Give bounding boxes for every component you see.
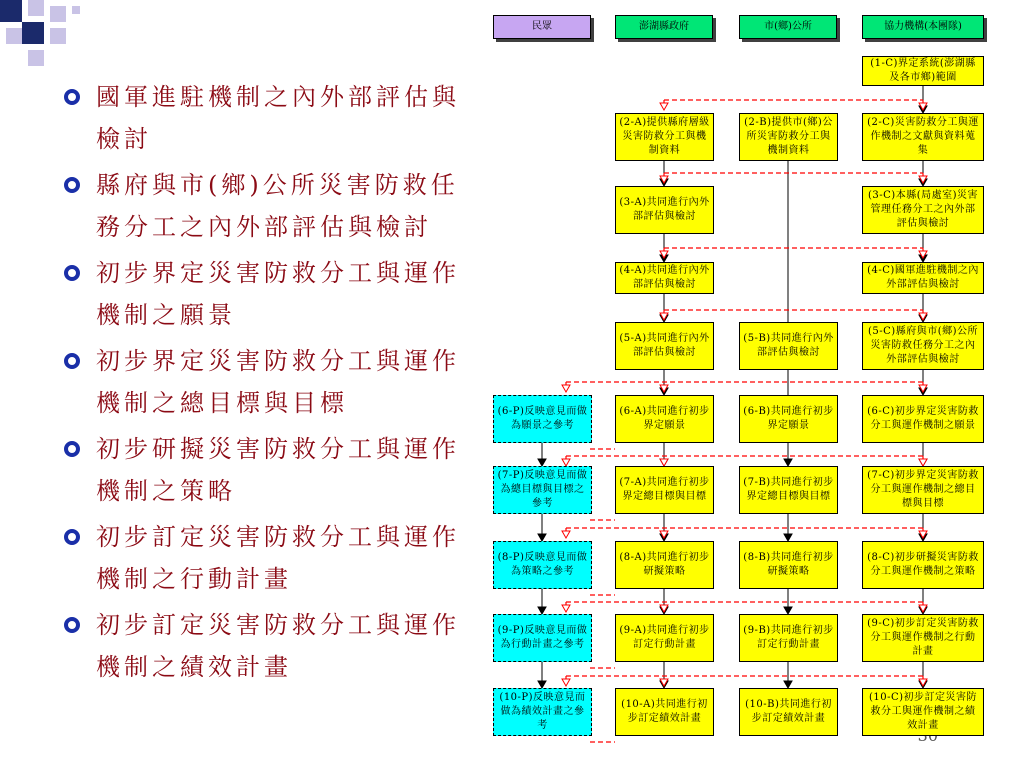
arrowhead — [538, 681, 546, 688]
arrowhead — [538, 534, 546, 541]
bullet-text: 初步界定災害防救分工與運作機制之總目標與目標 — [96, 347, 460, 417]
box-10a: (10-A)共同進行初步訂定績效計畫 — [615, 688, 714, 736]
box-1c: (1-C)界定系統(澎湖縣及各市鄉)範圍 — [862, 56, 984, 86]
arrowhead — [562, 605, 570, 612]
box-5c: (5-C)縣府與市(鄉)公所災害防救任務分工之內外部評估與檢討 — [862, 322, 984, 370]
box-6b: (6-B)共同進行初步界定願景 — [739, 395, 838, 443]
box-8c: (8-C)初步研擬災害防救分工與運作機制之策略 — [862, 541, 984, 589]
arrowhead — [784, 681, 792, 688]
box-3c: (3-C)本縣(局處室)災害管理任務分工之內外部評估與檢討 — [862, 186, 984, 234]
arrowhead — [784, 534, 792, 541]
box-8a: (8-A)共同進行初步研擬策略 — [615, 541, 714, 589]
bullet-text: 初步訂定災害防救分工與運作機制之行動計畫 — [96, 523, 460, 593]
box-6a: (6-A)共同進行初步界定願景 — [615, 395, 714, 443]
box-2a: (2-A)提供縣府層級災害防救分工與機制資料 — [615, 113, 714, 161]
box-8b: (8-B)共同進行初步研擬策略 — [739, 541, 838, 589]
arrowhead — [538, 607, 546, 614]
box-5b: (5-B)共同進行內外部評估與檢討 — [739, 322, 838, 370]
box-6p: (6-P)反映意見而做為願景之參考 — [493, 395, 592, 443]
box-10b: (10-B)共同進行初步訂定績效計畫 — [739, 688, 838, 736]
box-8p: (8-P)反映意見而做為策略之參考 — [493, 541, 592, 589]
arrowhead — [919, 459, 927, 466]
box-7a: (7-A)共同進行初步界定總目標與目標 — [615, 466, 714, 514]
header-township: 市(鄉)公所 — [739, 15, 837, 39]
bullet-text: 縣府與市(鄉)公所災害防救任務分工之內外部評估與檢討 — [96, 171, 459, 241]
arrowhead — [562, 679, 570, 686]
arrowhead — [784, 607, 792, 614]
box-2c: (2-C)災害防救分工與運作機制之文獻與資料蒐集 — [862, 113, 984, 161]
arrowhead — [562, 531, 570, 538]
box-9p: (9-P)反映意見而做為行動計畫之參考 — [493, 614, 592, 662]
arrowhead — [660, 103, 668, 110]
box-7c: (7-C)初步界定災害防救分工與運作機制之總目標與目標 — [862, 466, 984, 514]
arrowhead — [562, 459, 570, 466]
bullet-text: 初步研擬災害防救分工與運作機制之策略 — [96, 435, 460, 505]
box-4a: (4-A)共同進行內外部評估與檢討 — [615, 262, 714, 294]
bullet-text: 初步界定災害防救分工與運作機制之願景 — [96, 259, 460, 329]
box-9b: (9-B)共同進行初步訂定行動計畫 — [739, 614, 838, 662]
header-team: 協力機構(本團隊) — [862, 15, 984, 39]
box-10p: (10-P)反映意見而做為績效計畫之參考 — [493, 688, 592, 736]
header-public: 民眾 — [493, 15, 591, 39]
header-county: 澎湖縣政府 — [615, 15, 713, 39]
box-3a: (3-A)共同進行內外部評估與檢討 — [615, 186, 714, 234]
box-4c: (4-C)國軍進駐機制之內外部評估與檢討 — [862, 262, 984, 294]
box-9c: (9-C)初步訂定災害防救分工與運作機制之行動計畫 — [862, 614, 984, 662]
arrowhead — [562, 385, 570, 392]
arrowhead — [660, 459, 668, 466]
box-10c: (10-C)初步訂定災害防救分工與運作機制之績效計畫 — [862, 688, 984, 736]
bullet-text: 初步訂定災害防救分工與運作機制之績效計畫 — [96, 611, 460, 681]
box-7b: (7-B)共同進行初步界定總目標與目標 — [739, 466, 838, 514]
box-6c: (6-C)初步界定災害防救分工與運作機制之願景 — [862, 395, 984, 443]
arrowhead — [538, 459, 546, 466]
bullet-text: 國軍進駐機制之內外部評估與檢討 — [96, 83, 460, 153]
box-9a: (9-A)共同進行初步訂定行動計畫 — [615, 614, 714, 662]
box-5a: (5-A)共同進行內外部評估與檢討 — [615, 322, 714, 370]
arrowhead — [784, 459, 792, 466]
box-2b: (2-B)提供市(鄉)公所災害防救分工與機制資料 — [739, 113, 838, 161]
box-7p: (7-P)反映意見而做為總目標與目標之參考 — [493, 466, 592, 514]
